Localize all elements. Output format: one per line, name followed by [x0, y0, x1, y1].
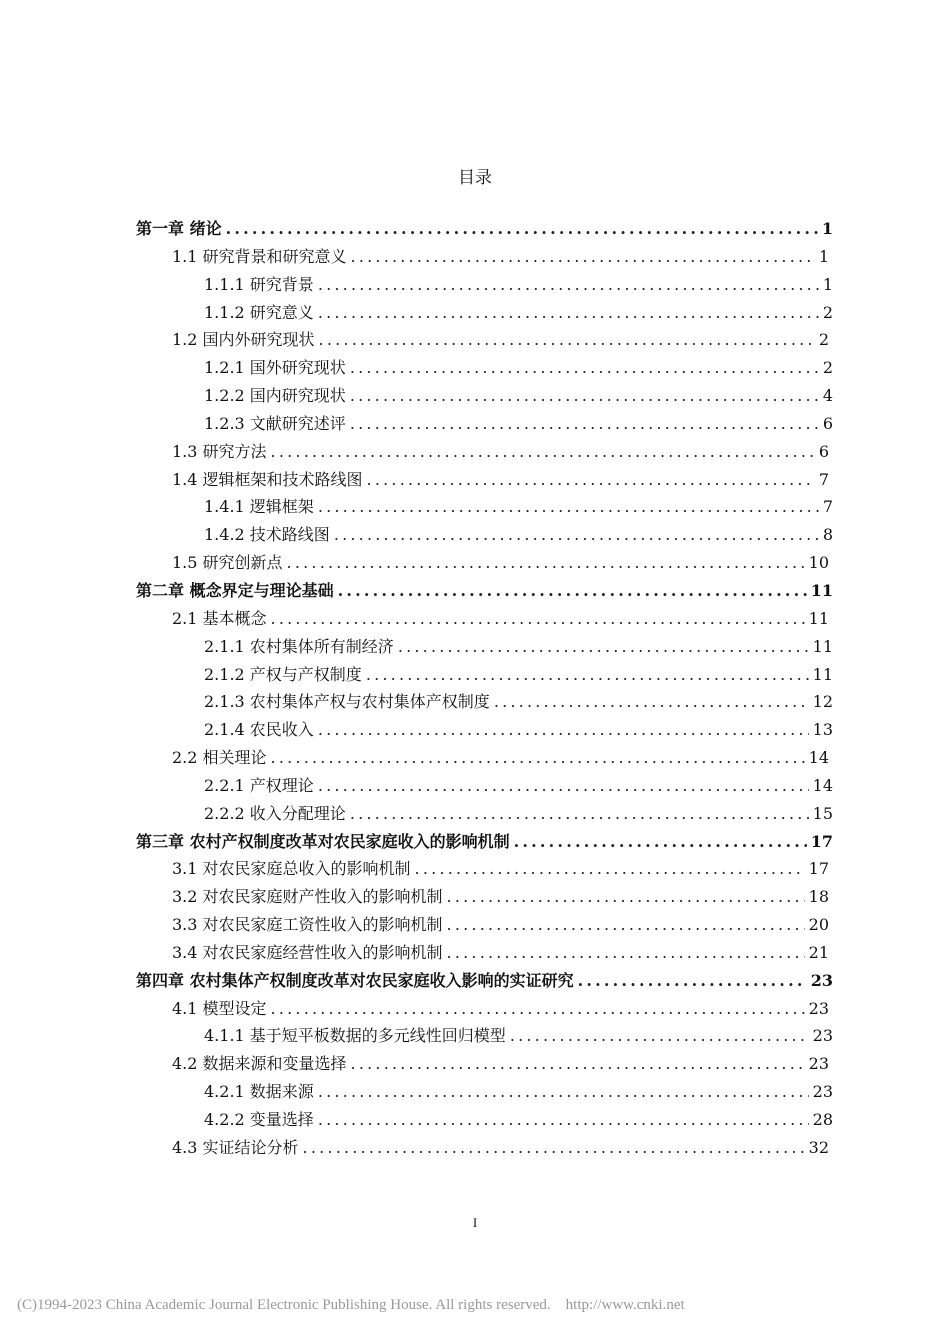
- toc-section-entry[interactable]: [136, 1134, 833, 1162]
- toc-entry-page: 17: [808, 859, 829, 879]
- toc-section-entry[interactable]: [136, 688, 833, 716]
- toc-entry-label: 1.4 逻辑框架和技术路线图: [172, 469, 363, 489]
- toc-entry-page: 1: [821, 219, 833, 238]
- toc-entry-page: 6: [818, 441, 829, 461]
- toc-section-entry[interactable]: [136, 521, 833, 549]
- toc-entry-label: 1.1.1 研究背景: [204, 274, 314, 294]
- toc-chapter-entry[interactable]: [136, 967, 833, 995]
- toc-section-entry[interactable]: [136, 744, 833, 772]
- toc-entry-page: 11: [808, 608, 829, 628]
- toc-entry-page: 11: [812, 664, 833, 684]
- toc-section-entry[interactable]: [136, 772, 833, 800]
- toc-entry-label: 2.2.1 产权理论: [204, 775, 314, 795]
- dot-leader: [318, 299, 819, 327]
- toc-entry-label: 4.3 实证结论分析: [172, 1137, 299, 1157]
- dot-leader: [287, 549, 805, 577]
- toc-entry-page: 4: [822, 386, 833, 406]
- dot-leader: [271, 438, 815, 466]
- toc-title: 目录: [458, 168, 492, 188]
- toc-entry-page: 2: [818, 330, 829, 350]
- dot-leader: [271, 605, 805, 633]
- toc-entry-label: 3.3 对农民家庭工资性收入的影响机制: [172, 915, 443, 935]
- dot-leader: [226, 215, 818, 243]
- dot-leader: [350, 410, 819, 438]
- dot-leader: [334, 521, 819, 549]
- toc-entry-label: 4.1.1 基于短平板数据的多元线性回归模型: [204, 1026, 506, 1046]
- toc-chapter-entry[interactable]: [136, 577, 833, 605]
- dot-leader: [367, 466, 815, 494]
- toc-entry-label: 2.2.2 收入分配理论: [204, 803, 346, 823]
- dot-leader: [447, 939, 805, 967]
- toc-entry-page: 11: [812, 636, 833, 656]
- toc-entry-page: 20: [808, 915, 829, 935]
- dot-leader: [271, 744, 805, 772]
- toc-entry-label: 4.1 模型设定: [172, 998, 267, 1018]
- dot-leader: [351, 1050, 805, 1078]
- toc-entry-page: 2: [822, 302, 833, 322]
- dot-leader: [494, 688, 809, 716]
- toc-section-entry[interactable]: [136, 1078, 833, 1106]
- toc-entry-label: 2.1.4 农民收入: [204, 720, 314, 740]
- toc-section-entry[interactable]: [136, 354, 833, 382]
- dot-leader: [318, 772, 809, 800]
- toc-entry-page: 7: [822, 497, 833, 517]
- toc-entry-page: 17: [810, 831, 833, 851]
- dot-leader: [350, 354, 819, 382]
- dot-leader: [318, 1078, 809, 1106]
- dot-leader: [350, 800, 809, 828]
- toc-section-entry[interactable]: [136, 661, 833, 689]
- toc-section-entry[interactable]: [136, 939, 833, 967]
- toc-entry-label: 2.2 相关理论: [172, 748, 267, 768]
- copyright-notice: (C)1994-2023 China Academic Journal Electronic Publishing House. All rights reserved. http://www.cnki.net: [17, 1297, 685, 1313]
- toc-entry-page: 23: [810, 970, 833, 990]
- toc-entry-page: 2: [822, 358, 833, 378]
- toc-entry-page: 23: [812, 1082, 833, 1102]
- toc-section-entry[interactable]: [136, 911, 833, 939]
- toc-entry-label: 1.1.2 研究意义: [204, 302, 314, 322]
- toc-entry-label: 第四章 农村集体产权制度改革对农民家庭收入影响的实证研究: [136, 970, 574, 990]
- toc-entry-label: 1.1 研究背景和研究意义: [172, 246, 347, 266]
- toc-entry-page: 14: [812, 775, 833, 795]
- toc-section-entry[interactable]: [136, 1022, 833, 1050]
- dot-leader: [303, 1134, 805, 1162]
- toc-section-entry[interactable]: [136, 995, 833, 1023]
- toc-entry-label: 第二章 概念界定与理论基础: [136, 580, 334, 600]
- toc-entry-label: 4.2 数据来源和变量选择: [172, 1054, 347, 1074]
- toc-entry-page: 7: [818, 469, 829, 489]
- toc-chapter-entry[interactable]: [136, 215, 833, 243]
- dot-leader: [318, 716, 809, 744]
- toc-section-entry[interactable]: [136, 605, 833, 633]
- toc-section-entry[interactable]: [136, 800, 833, 828]
- table-of-contents: [136, 215, 833, 1162]
- toc-entry-page: 21: [808, 942, 829, 962]
- toc-section-entry[interactable]: [136, 438, 833, 466]
- dot-leader: [271, 995, 805, 1023]
- toc-entry-page: 28: [812, 1110, 833, 1129]
- toc-entry-label: 2.1.3 农村集体产权与农村集体产权制度: [204, 692, 490, 712]
- toc-entry-page: 32: [808, 1137, 829, 1157]
- toc-section-entry[interactable]: [136, 271, 833, 299]
- toc-entry-label: 1.2 国内外研究现状: [172, 330, 315, 350]
- toc-entry-page: 14: [808, 748, 829, 768]
- toc-section-entry[interactable]: [136, 1106, 833, 1134]
- dot-leader: [578, 967, 807, 995]
- dot-leader: [318, 1106, 809, 1134]
- toc-section-entry[interactable]: [136, 326, 833, 354]
- dot-leader: [510, 1022, 809, 1050]
- toc-section-entry[interactable]: [136, 410, 833, 438]
- toc-entry-page: 13: [812, 720, 833, 740]
- dot-leader: [514, 828, 807, 856]
- toc-section-entry[interactable]: [136, 549, 833, 577]
- toc-entry-label: 2.1 基本概念: [172, 608, 267, 628]
- toc-chapter-entry[interactable]: [136, 828, 833, 856]
- toc-entry-label: 2.1.2 产权与产权制度: [204, 664, 362, 684]
- toc-entry-page: 6: [822, 413, 833, 433]
- toc-entry-page: 11: [810, 580, 833, 600]
- toc-entry-page: 1: [818, 246, 829, 266]
- toc-entry-label: 1.2.1 国外研究现状: [204, 358, 346, 378]
- toc-entry-label: 1.4.1 逻辑框架: [204, 497, 314, 517]
- toc-section-entry[interactable]: [136, 883, 833, 911]
- toc-entry-label: 1.2.3 文献研究述评: [204, 413, 346, 433]
- toc-section-entry[interactable]: [136, 716, 833, 744]
- toc-section-entry[interactable]: [136, 1050, 833, 1078]
- dot-leader: [447, 883, 805, 911]
- dot-leader: [319, 326, 815, 354]
- dot-leader: [318, 493, 819, 521]
- toc-section-entry[interactable]: [136, 466, 833, 494]
- toc-section-entry[interactable]: [136, 493, 833, 521]
- dot-leader: [318, 271, 819, 299]
- page-number: I: [472, 1215, 478, 1230]
- toc-section-entry[interactable]: [136, 243, 833, 271]
- toc-section-entry[interactable]: [136, 633, 833, 661]
- toc-entry-label: 2.1.1 农村集体所有制经济: [204, 636, 394, 656]
- dot-leader: [447, 911, 805, 939]
- toc-section-entry[interactable]: [136, 382, 833, 410]
- toc-entry-page: 1: [822, 274, 833, 294]
- toc-entry-page: 18: [808, 887, 829, 907]
- toc-entry-label: 第一章 绪论: [136, 219, 222, 238]
- toc-entry-label: 4.2.1 数据来源: [204, 1082, 314, 1102]
- dot-leader: [415, 855, 805, 883]
- toc-entry-page: 23: [808, 998, 829, 1018]
- toc-entry-page: 23: [812, 1026, 833, 1046]
- toc-entry-page: 12: [812, 692, 833, 712]
- toc-entry-label: 3.2 对农民家庭财产性收入的影响机制: [172, 887, 443, 907]
- dot-leader: [338, 577, 807, 605]
- toc-entry-label: 1.4.2 技术路线图: [204, 525, 330, 545]
- toc-section-entry[interactable]: [136, 299, 833, 327]
- dot-leader: [350, 382, 819, 410]
- toc-entry-page: 8: [822, 525, 833, 545]
- toc-entry-label: 3.1 对农民家庭总收入的影响机制: [172, 859, 411, 879]
- dot-leader: [366, 661, 809, 689]
- toc-entry-page: 10: [808, 553, 829, 573]
- toc-entry-label: 1.2.2 国内研究现状: [204, 386, 346, 406]
- toc-entry-label: 第三章 农村产权制度改革对农民家庭收入的影响机制: [136, 831, 510, 851]
- toc-entry-page: 23: [808, 1054, 829, 1074]
- dot-leader: [351, 243, 815, 271]
- toc-entry-label: 4.2.2 变量选择: [204, 1110, 314, 1129]
- toc-entry-page: 15: [812, 803, 833, 823]
- toc-section-entry[interactable]: [136, 855, 833, 883]
- dot-leader: [398, 633, 809, 661]
- toc-entry-label: 1.5 研究创新点: [172, 553, 283, 573]
- toc-entry-label: 1.3 研究方法: [172, 441, 267, 461]
- toc-entry-label: 3.4 对农民家庭经营性收入的影响机制: [172, 942, 443, 962]
